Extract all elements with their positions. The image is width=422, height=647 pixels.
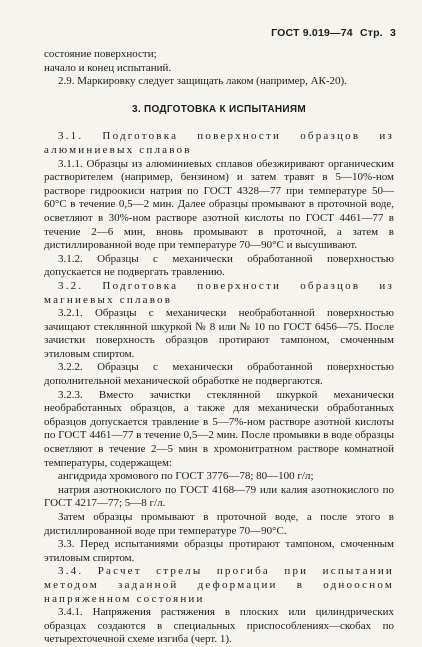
paragraph-3-1-1: 3.1.1. Образцы из алюминиевых сплавов обезжиривают органическим растворителем (например, бензином) и затем травят в 5—10%-ном растворе гидроокиси натрия по ГОСТ 4328—77 при температуре 50—60°С в течение 0,5—2 мин. Далее образцы промывают в проточной воде, осветляют в 30%-ном растворе азотной кислоты по ГОСТ 4461—77 в течение 2—6 мин, вновь промывают в проточной, а затем в дистиллированной воде при температуре 70—90°С и высушивают.: [44, 157, 394, 252]
subsection-heading-3-2: 3.2. Подготовка поверхности образцов из магниевых сплавов: [44, 279, 394, 306]
page-number: 3: [389, 27, 396, 39]
standard-number: ГОСТ 9.019—74: [271, 27, 353, 39]
paragraph-3-1-2: 3.1.2. Образцы с механически обработанной поверхностью допускается не подвергать травлению.: [44, 252, 394, 279]
subsection-heading-3-1: 3.1. Подготовка поверхности образцов из алюминиевых сплавов: [44, 130, 394, 156]
paragraph-2-9: 2.9. Маркировку следует защищать лаком (например, АК-20).: [58, 75, 347, 88]
list-item: ангидрида хромового по ГОСТ 3776—78; 80—100 г/л;: [58, 470, 314, 483]
section-title: 3. ПОДГОТОВКА К ИСПЫТАНИЯМ: [131, 103, 307, 115]
paragraph-3-2-3: 3.2.3. Вместо зачистки стеклянной шкуркой механически необработанных образцов, а также для механически обработанных образцов допускается травление в 5—7%-ном растворе азотной кислоты по ГОСТ 4461—77 в течение 0,5—2 мин. После промывки в воде образцы осветляют в течение 2—5 мин в хромонитратном растворе комнатной температуры, содержащем:: [44, 388, 394, 469]
page-label: Стр.: [359, 27, 383, 39]
text-line: состояние поверхности;: [44, 48, 157, 60]
text-line: начало и конец испытаний.: [44, 61, 172, 74]
page-header: [267, 27, 396, 39]
paragraph-3-3: 3.3. Перед испытаниями образцы протирают тампоном, смоченным этиловым спиртом.: [44, 538, 394, 564]
page-body: [44, 48, 394, 647]
subsection-heading-3-4: 3.4. Расчет стрелы прогиба при испытании методом заданной деформации в одноосном напряженном состоянии: [44, 565, 394, 605]
list-item: натрия азотнокислого по ГОСТ 4168—79 или калия азотнокислого по ГОСТ 4217—77; 5—8 г/л.: [44, 483, 394, 510]
paragraph-3-2-3-continued: Затем образцы промывают в проточной воде, а после этого в дистиллированной воде при температуре 70—90°С.: [44, 511, 394, 537]
paragraph-3-2-2: 3.2.2. Образцы с механически обработанной поверхностью дополнительной механической обработке не подвергаются.: [44, 361, 394, 388]
paragraph-3-4-1: 3.4.1. Напряжения растяжения в плоских или цилиндрических образцах создаются в специальных приспособлениях—скобах по четырехточечной схеме изгиба (черт. 1).: [44, 606, 394, 646]
paragraph-3-2-1: 3.2.1. Образцы с механически необработанной поверхностью зачищают стеклянной шкуркой № 8 или № 10 по ГОСТ 6456—75. После зачистки поверхность образцов протирают тампоном, смоченным этиловым спиртом.: [44, 307, 394, 360]
